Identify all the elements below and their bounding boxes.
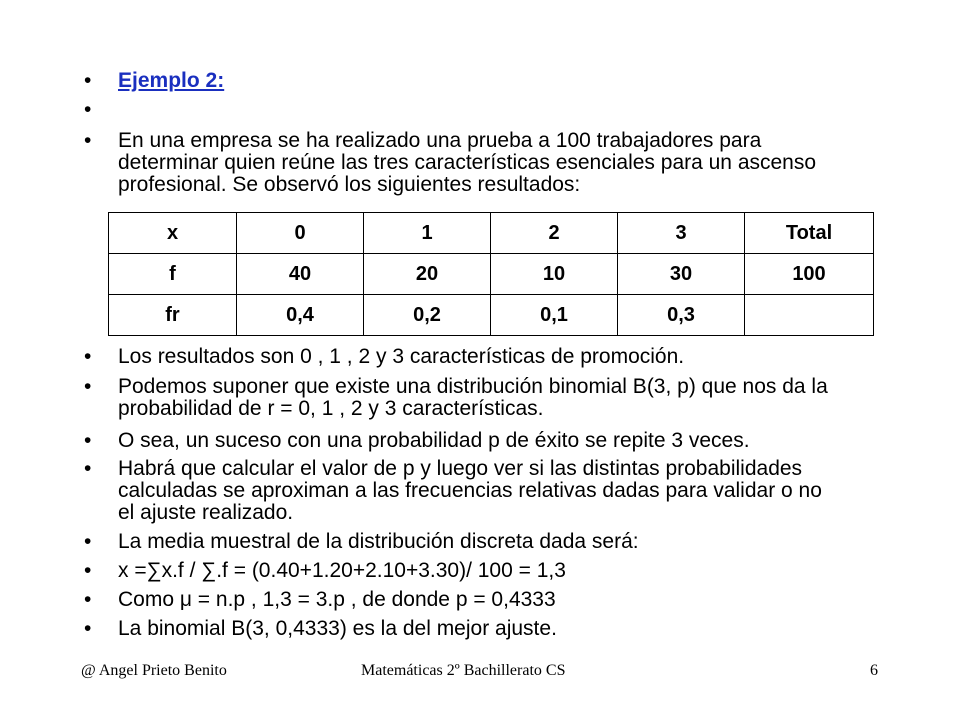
binomial-assumption-text: Podemos suponer que existe una distribución binomial B(3, p) que nos da la probabilidad de r = 0, 1 , 2 y 3 características.	[118, 375, 828, 420]
bullet-example-title	[84, 70, 844, 92]
table-cell: 0,4	[237, 295, 364, 336]
footer-page-number: 6	[870, 662, 878, 679]
table-cell: 0,3	[618, 295, 745, 336]
bullet-dot: •	[84, 429, 92, 452]
table-cell: 0	[237, 213, 364, 254]
bullet-p-value	[84, 589, 844, 611]
sample-mean-text: La media muestral de la distribución discreta dada será:	[118, 530, 639, 553]
bullet-problem-statement	[84, 130, 844, 196]
bullet-dot: •	[84, 98, 92, 121]
mean-formula-text: x =∑x.f / ∑.f = (0.40+1.20+2.10+3.30)/ 100 = 1,3	[118, 559, 566, 582]
table-cell: 2	[491, 213, 618, 254]
bullet-dot: •	[84, 530, 92, 553]
footer-author: @ Angel Prieto Benito	[81, 662, 227, 679]
results-text: Los resultados son 0 , 1 , 2 y 3 características de promoción.	[118, 345, 685, 368]
bullet-dot: •	[84, 129, 92, 152]
bullet-dot: •	[84, 457, 92, 480]
bullet-calculate-p	[84, 458, 844, 524]
table-cell: f	[109, 254, 237, 295]
best-fit-text: La binomial B(3, 0,4333) es la del mejor ajuste.	[118, 617, 557, 640]
table-cell: 1	[364, 213, 491, 254]
bullet-dot: •	[84, 69, 92, 92]
table-cell: 20	[364, 254, 491, 295]
bullet-mean-formula	[84, 560, 844, 582]
bullet-sample-mean	[84, 531, 844, 553]
bullet-dot: •	[84, 588, 92, 611]
frequency-table	[108, 212, 874, 336]
table-cell: 3	[618, 213, 745, 254]
table-cell: fr	[109, 295, 237, 336]
table-cell: 10	[491, 254, 618, 295]
bullet-dot: •	[84, 375, 92, 398]
calculate-p-text: Habrá que calcular el valor de p y luego ver si las distintas probabilidades calculadas se aproximan a las frecuencias relativas dadas para validar o no el ajuste realizado.	[118, 457, 822, 524]
table-cell: x	[109, 213, 237, 254]
table-cell: 30	[618, 254, 745, 295]
example-title-link[interactable]: Ejemplo 2:	[118, 69, 225, 92]
table-row-x	[109, 213, 874, 254]
p-value-text: Como μ = n.p , 1,3 = 3.p , de donde p = 0,4333	[118, 588, 556, 611]
bullet-event-repeat	[84, 430, 844, 452]
bullet-binomial-assumption	[84, 376, 844, 420]
table-cell: 0,1	[491, 295, 618, 336]
table-row-fr	[109, 295, 874, 336]
bullet-best-fit	[84, 618, 844, 640]
bullet-dot: •	[84, 559, 92, 582]
table-cell: 0,2	[364, 295, 491, 336]
table-cell	[745, 295, 874, 336]
table-cell: Total	[745, 213, 874, 254]
table-cell: 100	[745, 254, 874, 295]
bullet-results	[84, 346, 844, 368]
event-repeat-text: O sea, un suceso con una probabilidad p de éxito se repite 3 veces.	[118, 429, 750, 452]
bullet-dot: •	[84, 617, 92, 640]
problem-statement-text: En una empresa se ha realizado una prueba a 100 trabajadores para determinar quien reúne las tres características esenciales para un ascenso profesional. Se observó los siguientes resultados:	[118, 129, 817, 196]
table-cell: 40	[237, 254, 364, 295]
footer-course: Matemáticas 2º Bachillerato CS	[361, 662, 566, 679]
bullet-dot: •	[84, 345, 92, 368]
table-row-f	[109, 254, 874, 295]
